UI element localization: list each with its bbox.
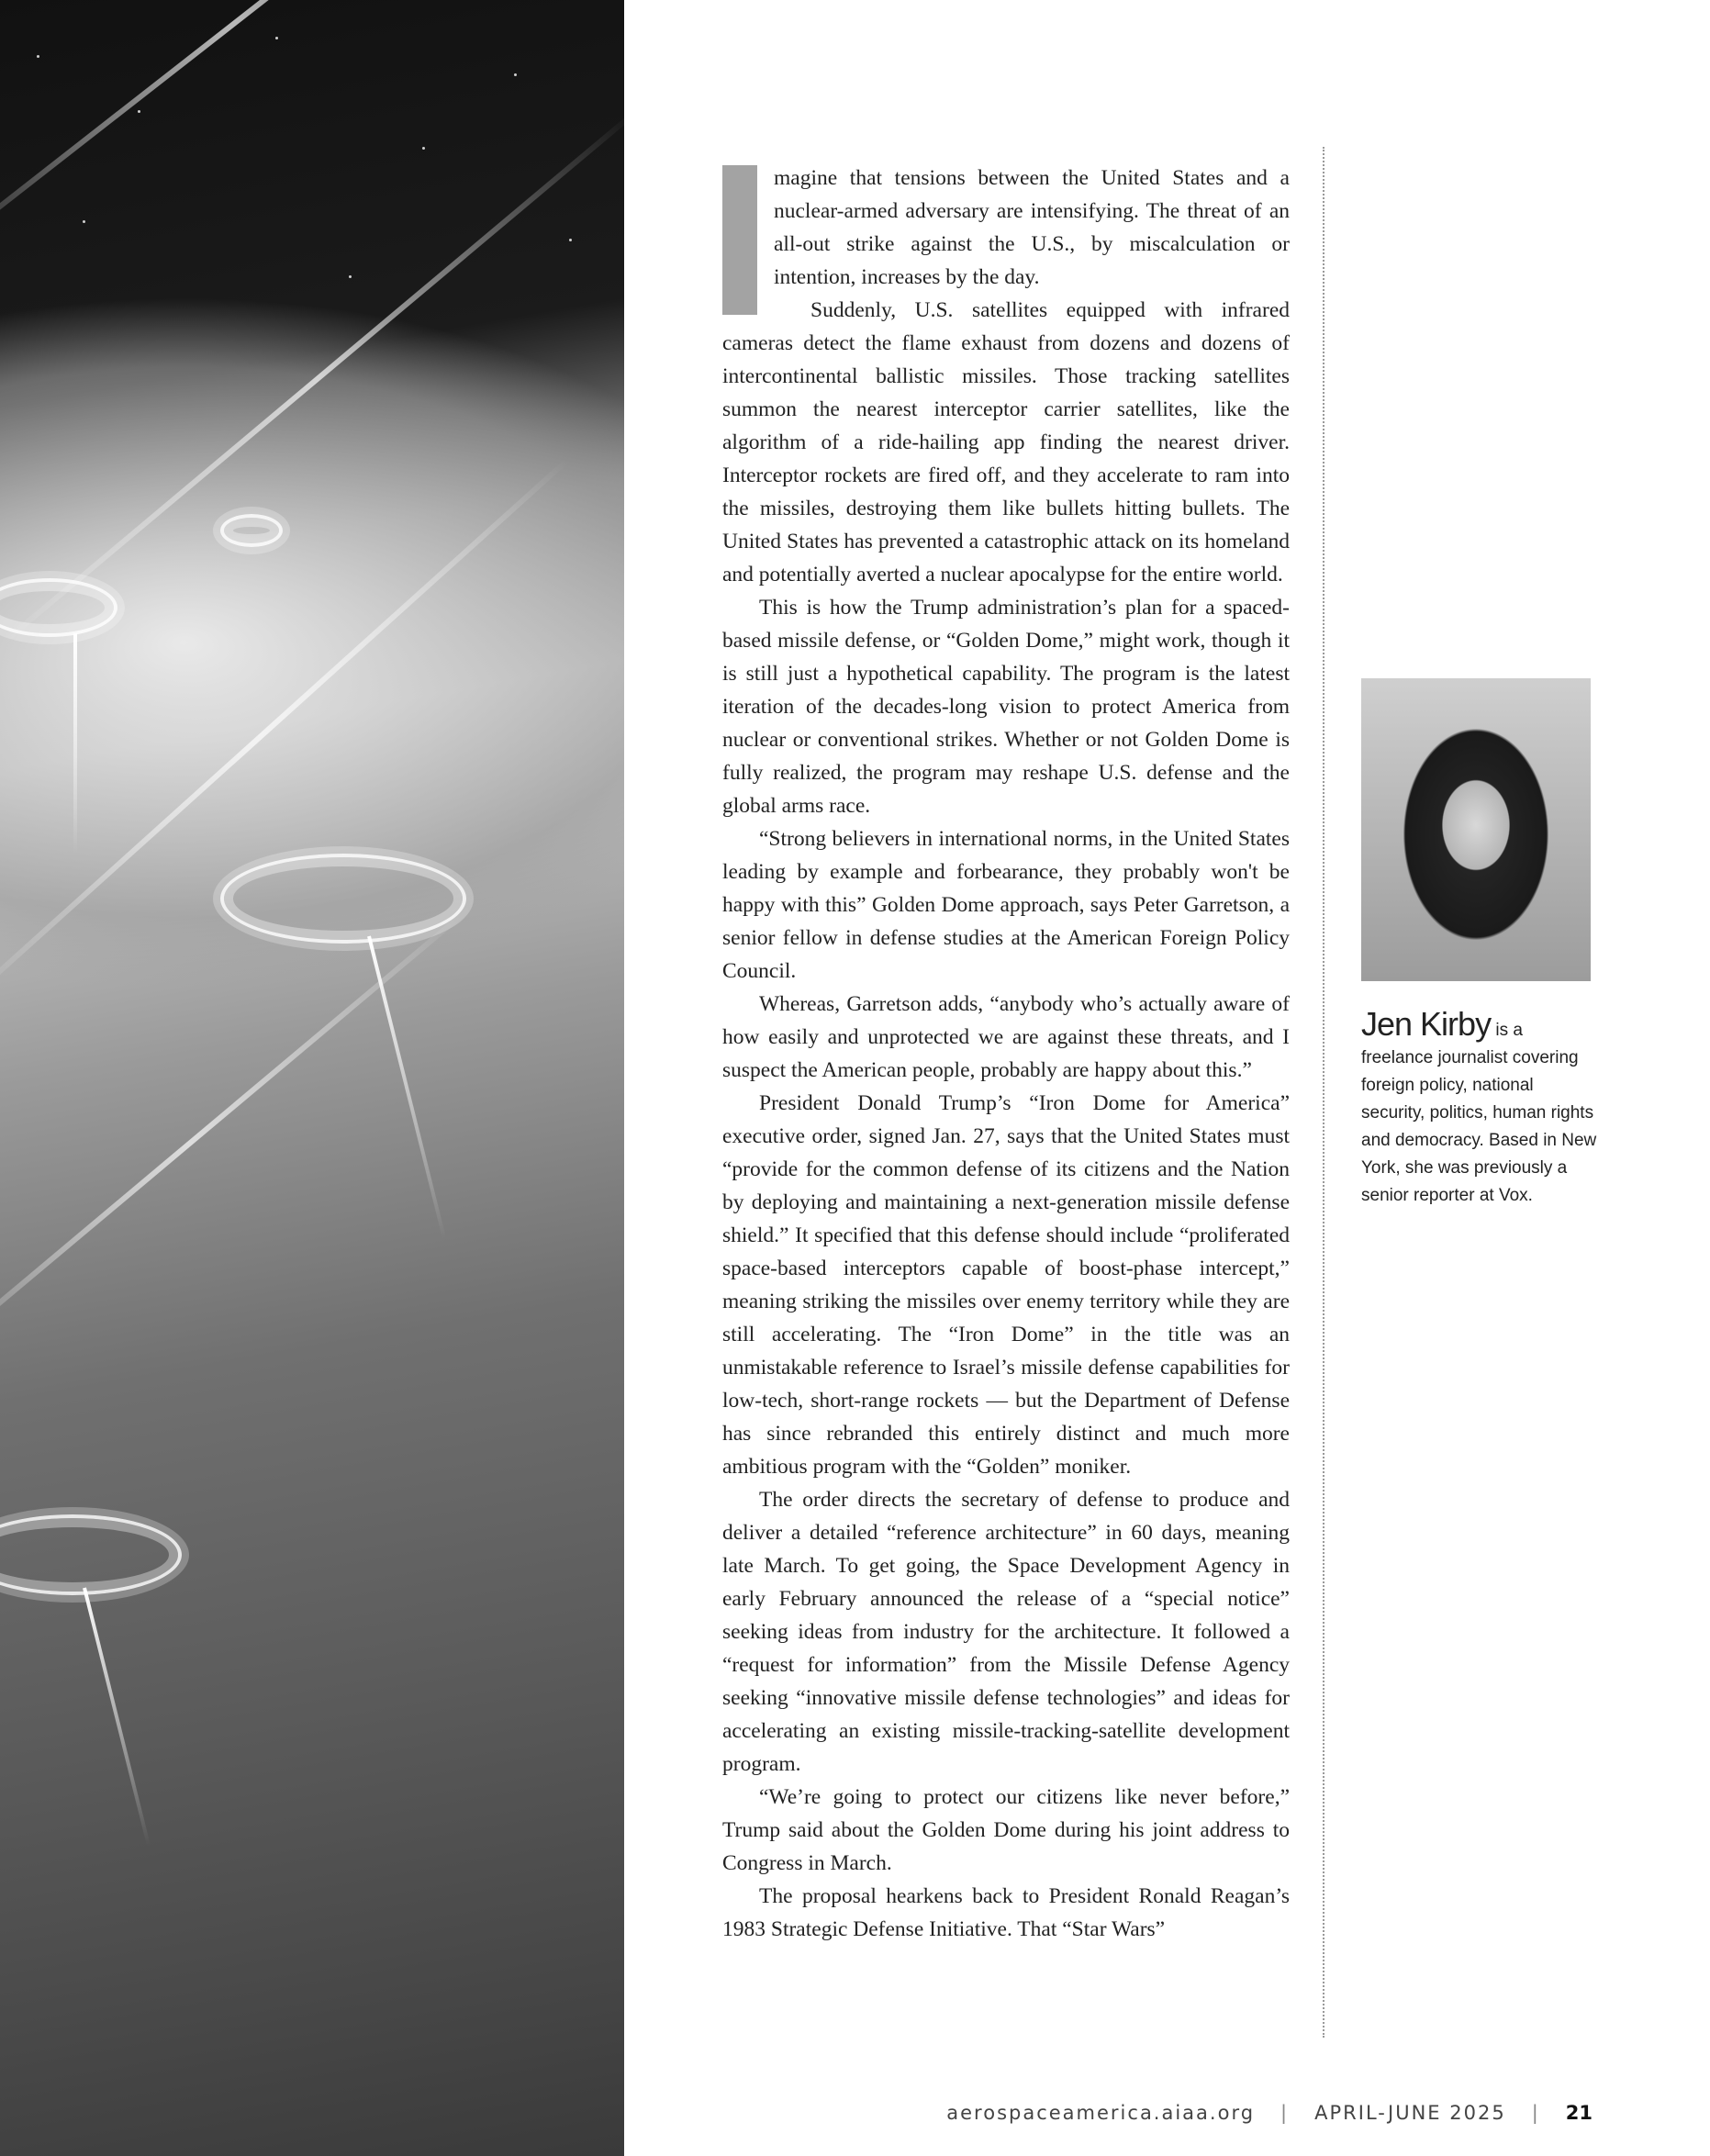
paragraph: This is how the Trump administration’s plan for a spaced-based missile defense, or “Golden Dome,” might work, though it is still just a hypothetical capability. The program is the latest iteration of the decades-long vision to protect America from nuclear or conventional strikes. Whether or not Golden Dome is fully realized, the program may reshape U.S. defense and the global arms race. [722,596,1290,818]
light-beam [0,905,473,1381]
author-bio-text: freelance journalist covering foreign policy, national security, politics, human rights and democracy. Based in New York, she was previously a senior reporter at Vox. [1361,1048,1597,1205]
paragraph: Whereas, Garretson adds, “anybody who’s actually aware of how easily and unprotected we are against these threats, and I suspect the American people, probably are happy about this.” [722,992,1290,1082]
star [37,55,39,58]
satellite-target-icon [220,854,466,944]
paragraph: The proposal hearkens back to President Ronald Reagan’s 1983 Strategic Defense Initiative. That “Star Wars” [722,1884,1290,1941]
star [514,73,517,76]
footer-separator: | [1280,2102,1290,2124]
satellite-target-icon [220,514,283,547]
star [422,147,425,150]
footer-separator: | [1531,2102,1540,2124]
light-beam [0,112,624,647]
drop-cap-block [722,165,757,315]
author-photo [1361,678,1591,981]
satellite-target-icon [0,578,117,637]
light-beam [0,0,561,280]
star [138,110,140,113]
column-divider [1323,147,1324,2038]
author-name: Jen Kirby [1361,1005,1492,1043]
author-bio [1361,1005,1600,1210]
rocket-trail [83,1588,151,1847]
page-footer [946,2102,1593,2124]
hero-illustration-earth-satellites [0,0,624,2156]
star [83,220,85,223]
paragraph [722,162,1290,294]
issue-date: APRIL-JUNE 2025 [1314,2102,1506,2124]
paragraph: The order directs the secretary of defense to produce and deliver a detailed “reference architecture” in 60 days, meaning late March. To get going, the Space Development Agency in early February announced the release of a “special notice” seeking ideas from industry for the architecture. It followed a “request for information” from the Missile Defense Agency seeking “innovative missile defense technologies” and ideas for accelerating an existing missile-tracking-satellite development program. [722,1488,1290,1776]
page-number: 21 [1565,2102,1593,2124]
paragraph: “We’re going to protect our citizens like never before,” Trump said about the Golden Dome during his joint address to Congress in March. [722,1785,1290,1875]
satellite-target-icon [0,1514,182,1595]
website-link[interactable]: aerospaceamerica.aiaa.org [946,2102,1256,2124]
paragraph: President Donald Trump’s “Iron Dome for America” executive order, signed Jan. 27, says that the United States must “provide for the common defense of its citizens and the Nation by deploying and maintaining a next-generation missile defense shield.” It specified that this defense should include “proliferated space-based interceptors capable of boost-phase intercept,” meaning striking the missiles over enemy territory while they are still accelerating. The “Iron Dome” in the title was an unmistakable reference to Israel’s missile defense capabilities for low-tech, short-range rockets — but the Department of Defense has since rebranded this entirely distinct and much more ambitious program with the “Golden” moniker. [722,1091,1290,1479]
paragraph: “Strong believers in international norms, in the United States leading by example and forbearance, they probably won't be happy with this” Golden Dome approach, says Peter Garretson, a senior fellow in defense studies at the American Foreign Policy Council. [722,827,1290,983]
paragraph-text: magine that tensions between the United States and a nuclear-armed adversary are intensifying. The threat of an all-out strike against the U.S., by miscalculation or intention, increases by the day. [774,166,1290,289]
article-body [722,162,1290,1946]
rocket-trail [367,936,446,1240]
author-intro: is a [1495,1021,1523,1040]
star [569,239,572,241]
star [349,275,352,278]
star [275,37,278,39]
paragraph: Suddenly, U.S. satellites equipped with infrared cameras detect the flame exhaust from dozens and dozens of intercontinental ballistic missiles. Those tracking satellites summon the nearest interceptor carrier satellites, like the algorithm of a ride-hailing app finding the nearest driver. Interceptor rockets are fired off, and they accelerate to ram into the missiles, destroying them like bullets hitting bullets. The United States has prevented a catastrophic attack on its homeland and potentially averted a nuclear apocalypse for the entire world. [722,298,1290,586]
rocket-trail [73,633,77,854]
